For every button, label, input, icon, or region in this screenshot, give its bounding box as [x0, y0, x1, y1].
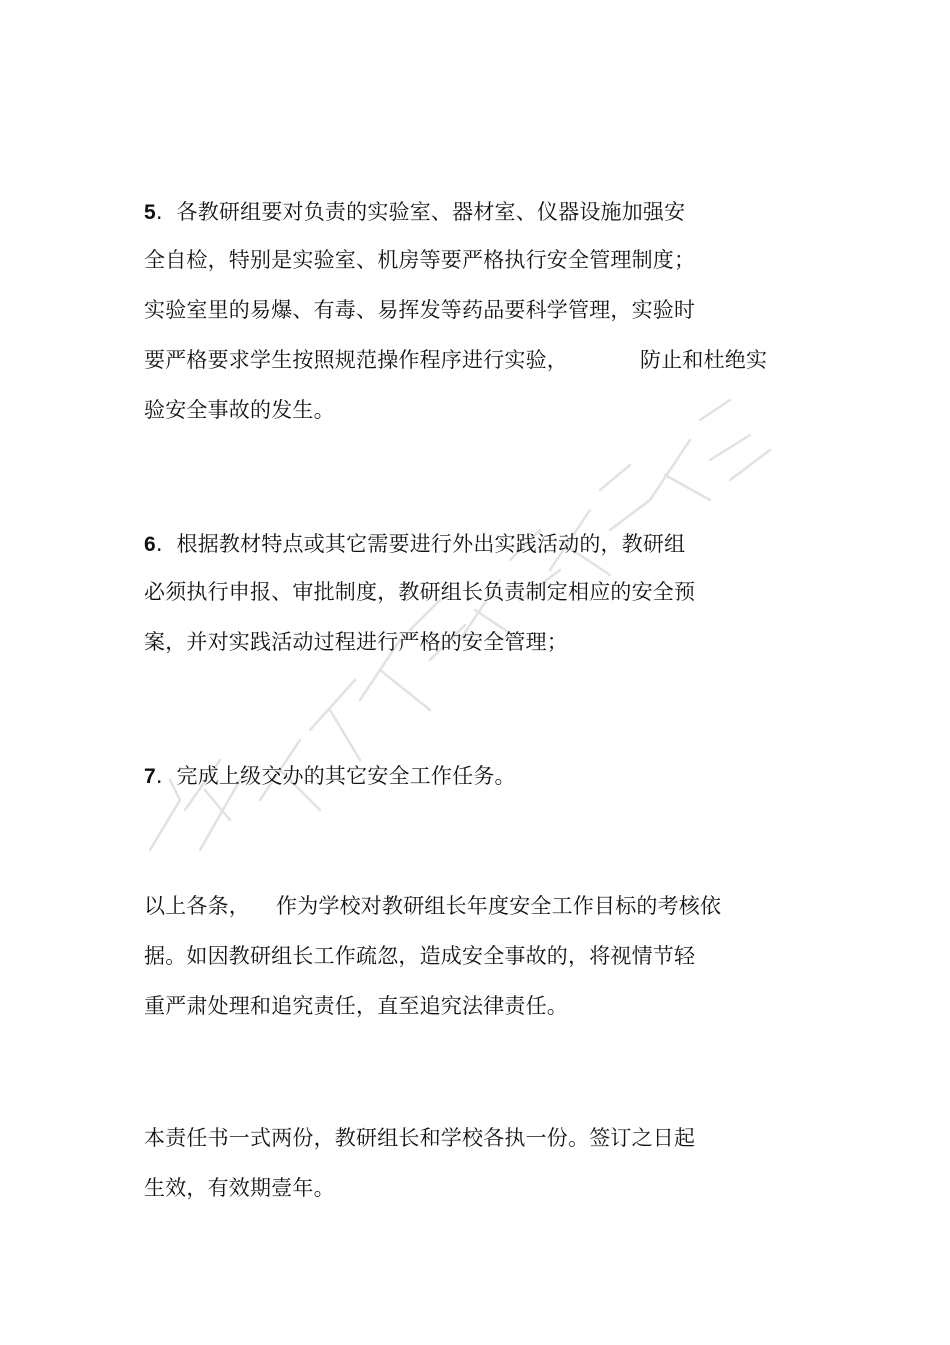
- item-5-line-2: 全自检，特别是实验室、机房等要严格执行安全管理制度；: [144, 248, 696, 272]
- item-5-line-5: 验安全事故的发生。: [144, 398, 335, 422]
- item-7-number: 7: [144, 765, 156, 788]
- summary-text-1a: 以上各条，: [144, 894, 250, 918]
- item-7-line-1: 7. 完成上级交办的其它安全工作任务。: [144, 764, 516, 788]
- item-6-line-2: 必须执行申报、审批制度，教研组长负责制定相应的安全预: [144, 580, 696, 604]
- item-5-number: 5: [144, 201, 156, 224]
- summary-line-1: [144, 892, 721, 920]
- summary-text-1b: 作为学校对教研组长年度安全工作目标的考核依: [276, 894, 722, 918]
- item-7-text-1: 完成上级交办的其它安全工作任务。: [176, 764, 516, 788]
- item-6-text-1: 根据教材特点或其它需要进行外出实践活动的，教研组: [176, 532, 686, 556]
- summary-line-3: 重严肃处理和追究责任，直至追究法律责任。: [144, 994, 568, 1018]
- item-5-line-1: 5. 各教研组要对负责的实验室、器材室、仪器设施加强安: [144, 200, 686, 224]
- summary-line-2: 据。如因教研组长工作疏忽，造成安全事故的，将视情节轻: [144, 944, 696, 968]
- item-6-line-3: 案，并对实践活动过程进行严格的安全管理；: [144, 630, 568, 654]
- closing-line-2: 生效，有效期壹年。: [144, 1176, 335, 1200]
- item-5-text-4b: 防止和杜绝实: [640, 348, 768, 372]
- item-5-text-1: 各教研组要对负责的实验室、器材室、仪器设施加强安: [176, 200, 686, 224]
- item-5-text-4a: 要严格要求学生按照规范操作程序进行实验，: [144, 348, 568, 372]
- item-5-line-3: 实验室里的易爆、有毒、易挥发等药品要科学管理，实验时: [144, 298, 696, 322]
- item-5-line-4: [144, 346, 767, 374]
- item-6-number: 6: [144, 533, 156, 556]
- item-6-line-1: 6. 根据教材特点或其它需要进行外出实践活动的，教研组: [144, 532, 686, 556]
- closing-line-1: 本责任书一式两份，教研组长和学校各执一份。签订之日起: [144, 1126, 696, 1150]
